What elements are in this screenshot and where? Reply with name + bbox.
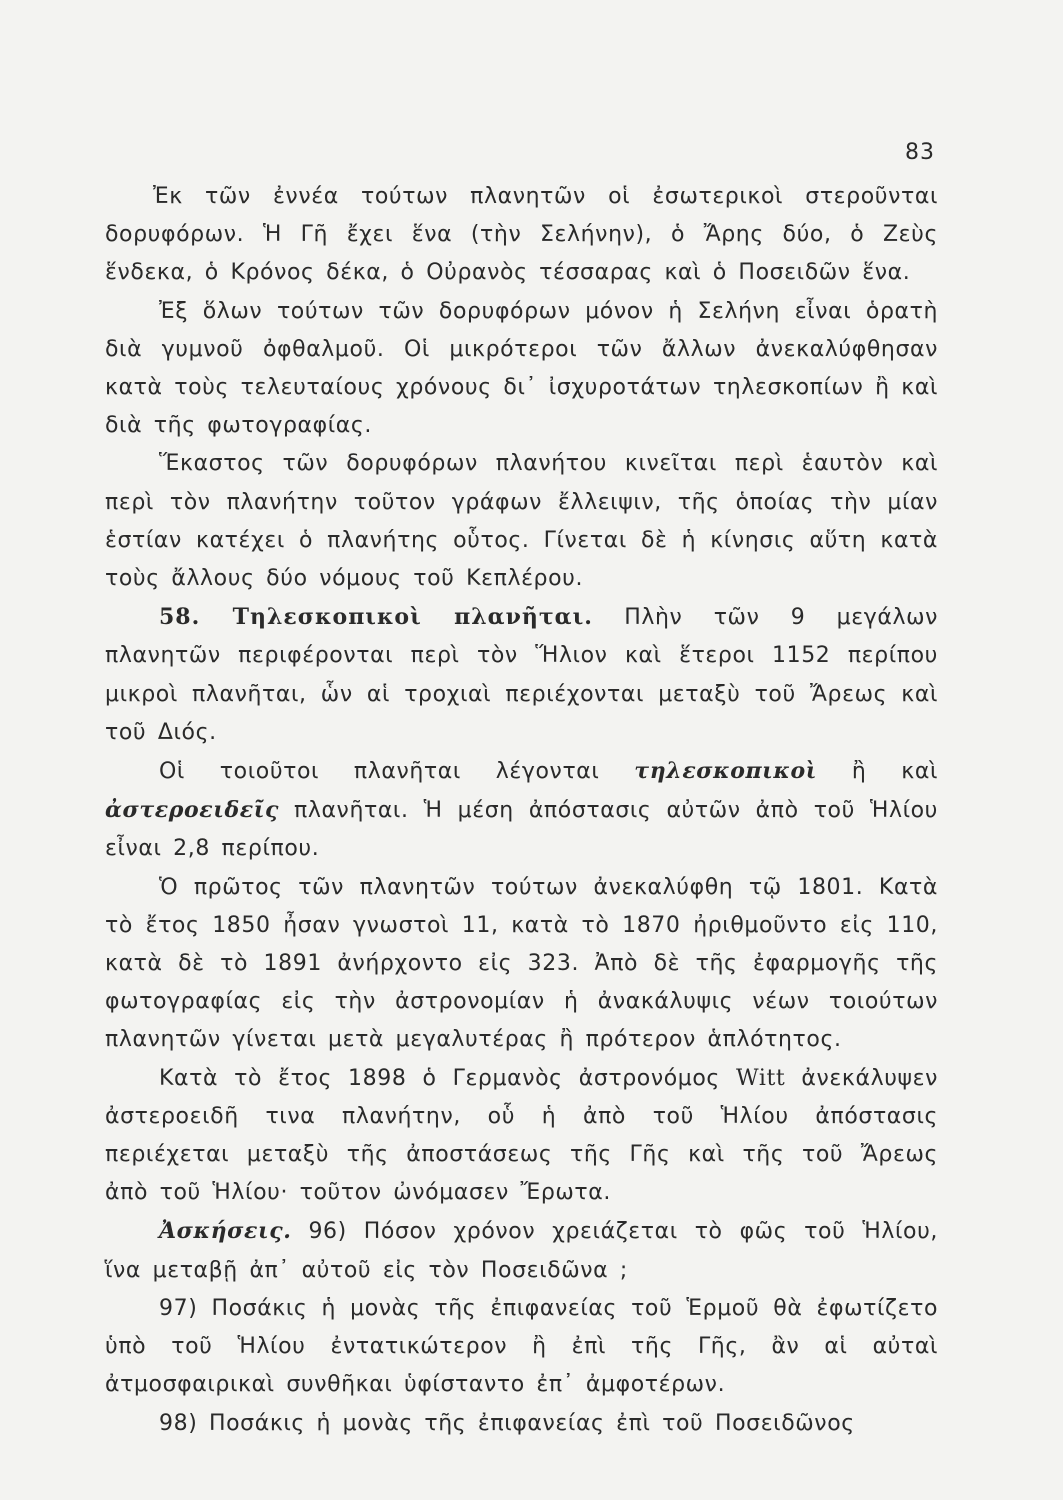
emphasized-term: ἀστεροειδεῖς [105,797,279,824]
paragraph-satellites-count: Ἐκ τῶν ἐννέα τούτων πλανητῶν οἱ ἐσωτερικοὶ στεροῦνται δορυφόρων. Ἡ Γῆ ἔχει ἕνα (τὴν Σελήνην), ὁ Ἄρης δύο, ὁ Ζεὺς ἕνδεκα, ὁ Κρόνος δέκα, ὁ Οὐρανὸς τέσσαρας καὶ ὁ Ποσειδῶν ἕνα. [105,184,938,286]
paragraph-exercise-97: 97) Ποσάκις ἡ μονὰς τῆς ἐπιφανείας τοῦ Ἑρμοῦ θὰ ἐφωτίζετο ὑπὸ τοῦ Ἡλίου ἐντατικώτερον ἢ ἐπὶ τῆς Γῆς, ἂν αἱ αὐταὶ ἀτμοσφαιρικαὶ συνθῆκαι ὑφίσταντο ἐπ᾽ ἀμφοτέρων. [105,1295,938,1398]
paragraph-exercise-98: 98) Ποσάκις ἡ μονὰς τῆς ἐπιφανείας ἐπὶ τοῦ Ποσειδῶνος [159,1410,855,1436]
paragraph-discovery-history: Ὁ πρῶτος τῶν πλανητῶν τούτων ἀνεκαλύφθη τῷ 1801. Κατὰ τὸ ἔτος 1850 ἦσαν γνωστοὶ 11, κατὰ τὸ 1870 ἠριθμοῦντο εἰς 110, κατὰ δὲ τὸ 1891 ἀνήρχοντο εἰς 323. Ἀπὸ δὲ τῆς ἐφαρμογῆς τῆς φωτογραφίας εἰς τὴν ἀστρονομίαν ἡ ἀνακάλυψις νέων τοιούτων πλανητῶν γίνεται μετὰ μεγαλυτέρας ἢ πρότερον ἁπλότητος. [105,874,938,1053]
emphasized-term: τηλεσκοπικοὶ [634,758,818,785]
paragraph-eros-discovery [105,1060,938,1213]
exercises-label: Ἀσκήσεις. [159,1218,292,1245]
text-fragment: ἢ καὶ [851,759,938,785]
page-number: 83 [905,140,935,165]
page-body [105,178,938,1443]
paragraph-visible-satellites: Ἐξ ὅλων τούτων τῶν δορυφόρων μόνον ἡ Σελήνη εἶναι ὁρατὴ διὰ γυμνοῦ ὀφθαλμοῦ. Οἱ μικρότεροι τῶν ἄλλων ἀνεκαλύφθησαν κατὰ τοὺς τελευταίους χρόνους δι᾽ ἰσχυροτάτων τηλεσκοπίων ἢ καὶ διὰ τῆς φωτογραφίας. [105,298,938,439]
section-text: Πλὴν τῶν 9 μεγάλων πλανητῶν περιφέρονται περὶ τὸν Ἥλιον καὶ ἕτεροι 1152 περίπου μικροὶ πλανῆται, ὧν αἱ τροχιαὶ περιέχονται μεταξὺ τοῦ Ἄρεως καὶ τοῦ Διός. [105,605,939,745]
text-fragment: Οἱ τοιοῦτοι πλανῆται λέγονται [159,759,600,785]
text-fragment: Κατὰ τὸ ἔτος 1898 ὁ Γερμανὸς ἀστρονόμος [159,1065,720,1091]
section-heading: 58. Τηλεσκοπικοὶ πλανῆται. [159,604,593,631]
text-fragment: ἀνεκάλυψεν ἀστεροειδῆ τινα πλανήτην, οὗ ἡ ἀπὸ τοῦ Ἡλίου ἀπόστασις περιέχεται μεταξὺ τῆς ἀποστάσεως τῆς Γῆς καὶ τῆς τοῦ Ἄρεως ἀπὸ τοῦ Ἡλίου· τοῦτον ὠνόμασεν Ἔρωτα. [105,1065,939,1206]
astronomer-name: Witt [736,1065,786,1091]
exercise-text: 96) Πόσον χρόνον χρειάζεται τὸ φῶς τοῦ Ἡλίου, ἵνα μεταβῇ ἀπ᾽ αὐτοῦ εἰς τὸν Ποσειδῶνα ; [105,1219,938,1283]
paragraph-satellite-motion: Ἕκαστος τῶν δορυφόρων πλανήτου κινεῖται περὶ ἑαυτὸν καὶ περὶ τὸν πλανήτην τοῦτον γράφων ἔλλειψιν, τῆς ὁποίας τὴν μίαν ἑστίαν κατέχει ὁ πλανήτης οὗτος. Γίνεται δὲ ἡ κίνησις αὕτη κατὰ τοὺς ἄλλους δύο νόμους τοῦ Κεπλέρου. [105,451,938,592]
paragraph-asteroid-names [105,752,938,869]
text-fragment: πλανῆται. Ἡ μέση ἀπόστασις αὐτῶν ἀπὸ τοῦ Ἡλίου εἶναι 2,8 περίπου. [105,798,938,862]
paragraph-exercise-96 [105,1212,938,1289]
paragraph-telescopic-planets [105,598,938,752]
